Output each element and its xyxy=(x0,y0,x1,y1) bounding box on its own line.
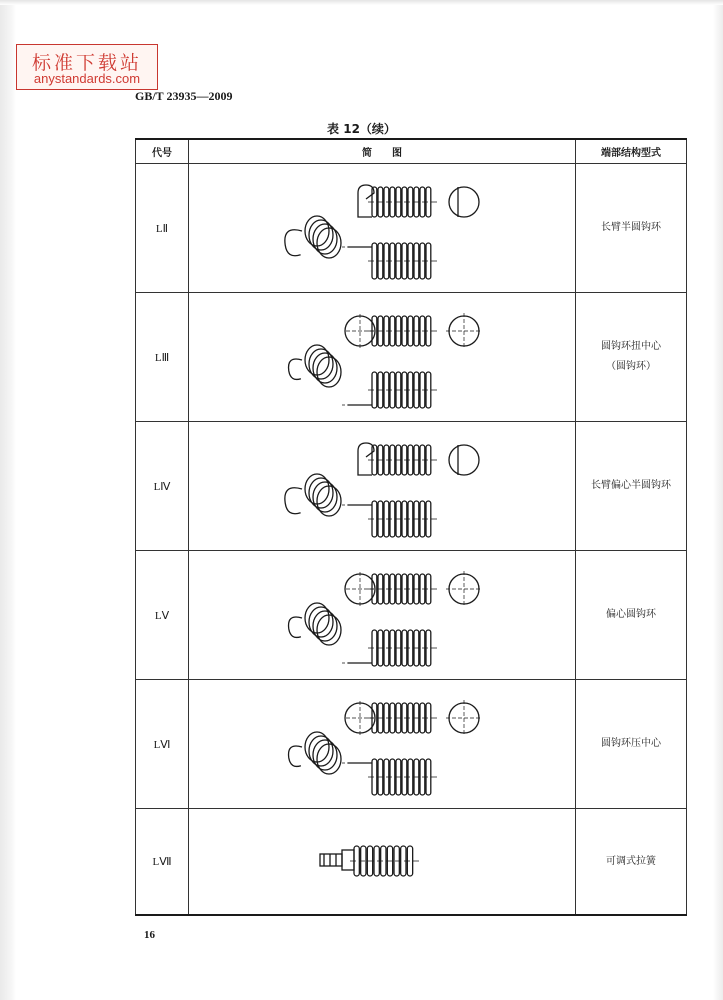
end-type-cell xyxy=(576,422,687,551)
end-type-cell xyxy=(576,680,687,809)
watermark-stamp xyxy=(16,44,158,90)
table-row xyxy=(136,164,687,293)
spring-diagram-cell xyxy=(189,809,576,916)
end-type-cell xyxy=(576,293,687,422)
row-code: LⅢ xyxy=(136,293,189,422)
spring-diagram-cell xyxy=(189,551,576,680)
adjustable-spring-figure xyxy=(272,832,492,892)
end-type-cell xyxy=(576,551,687,680)
end-type-cell xyxy=(576,164,687,293)
long-arm-half-hook-spring-figure xyxy=(272,169,492,287)
offset-round-hook-spring-figure xyxy=(272,556,492,674)
table-header-row xyxy=(136,139,687,164)
round-hook-twisted-center-spring-figure xyxy=(272,298,492,416)
watermark-chinese-text: 标准下载站 xyxy=(31,52,142,74)
end-type-label: 长臂偏心半圆钩环 xyxy=(591,480,671,491)
spring-diagram-cell xyxy=(189,164,576,293)
iso-hook-loop xyxy=(289,746,302,766)
end-type-label: 长臂半圆钩环 xyxy=(601,222,661,233)
spring-end-type-table xyxy=(135,138,687,916)
table-caption: 表 12（续） xyxy=(327,122,396,136)
watermark-url-text: anystandards.com xyxy=(33,71,141,86)
row-code: LⅣ xyxy=(136,422,189,551)
standard-code: GB/T 23935—2009 xyxy=(135,89,233,103)
table-row xyxy=(136,422,687,551)
table-row xyxy=(136,293,687,422)
adjusting-nut xyxy=(342,850,354,870)
row-code: LⅦ xyxy=(136,809,189,916)
spring-diagram-cell xyxy=(189,293,576,422)
table-row xyxy=(136,680,687,809)
long-arm-offset-half-hook-spring-figure xyxy=(272,427,492,545)
iso-hook-loop xyxy=(285,488,302,514)
end-type-label: 圆钩环扭中心 xyxy=(601,341,661,352)
iso-hook-loop xyxy=(289,359,302,379)
header-end-type: 端部结构型式 xyxy=(576,139,687,164)
end-view-circle xyxy=(449,187,479,217)
end-type-label: 圆钩环压中心 xyxy=(601,738,661,749)
spring-diagram-cell xyxy=(189,422,576,551)
header-diagram: 简 图 xyxy=(189,139,576,164)
end-type-label-alt: （圆钩环） xyxy=(606,361,656,372)
iso-hook-loop xyxy=(289,617,302,637)
page-top-edge-shadow xyxy=(0,0,723,5)
row-code: LⅥ xyxy=(136,680,189,809)
table-row xyxy=(136,809,687,916)
iso-hook-loop xyxy=(285,230,302,256)
page-left-edge-shadow xyxy=(0,0,16,1000)
spring-diagram-cell xyxy=(189,680,576,809)
round-hook-pressed-center-spring-figure xyxy=(272,685,492,803)
table-row xyxy=(136,551,687,680)
row-code: LⅤ xyxy=(136,551,189,680)
end-type-label: 可调式拉簧 xyxy=(606,855,656,867)
end-type-label: 偏心圆钩环 xyxy=(606,609,656,620)
page-right-edge-shadow xyxy=(713,0,723,1000)
adjusting-screw xyxy=(320,854,342,866)
row-code: LⅡ xyxy=(136,164,189,293)
page-number: 16 xyxy=(144,929,155,941)
header-code: 代号 xyxy=(136,139,189,164)
end-type-cell xyxy=(576,809,687,916)
end-view-circle xyxy=(449,445,479,475)
